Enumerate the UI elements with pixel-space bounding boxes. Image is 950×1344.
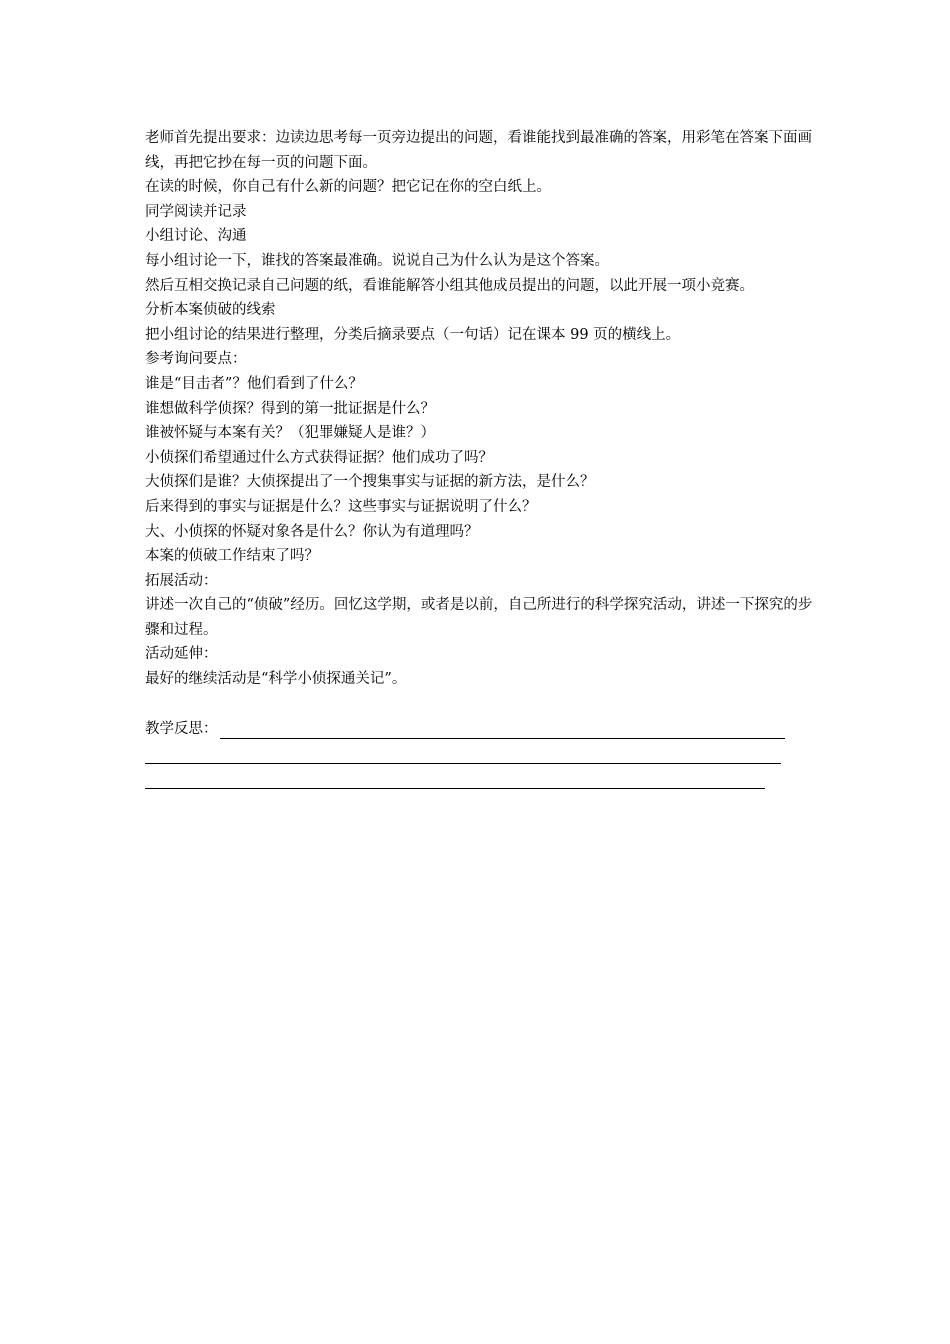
paragraph-new-questions: 在读的时候，你自己有什么新的问题？把它记在你的空白纸上。 [145, 179, 551, 196]
document-body [145, 126, 813, 789]
heading-analyze-clues: 分析本案侦破的线索 [145, 302, 276, 319]
paragraph-group-discussion: 每小组讨论一下，谁找的答案最准确。说说自己为什么认为是这个答案。 [145, 252, 609, 269]
question-item: 大、小侦探的怀疑对象各是什么？你认为有道理吗？ [145, 523, 479, 540]
heading-extension-activity: 拓展活动： [145, 572, 218, 589]
question-item: 大侦探们是谁？大侦探提出了一个搜集事实与证据的新方法，是什么？ [145, 474, 595, 491]
heading-group-discussion: 小组讨论、沟通 [145, 228, 247, 245]
reflection-second-row [145, 739, 785, 764]
question-item: 谁被怀疑与本案有关？（犯罪嫌疑人是谁？） [145, 425, 435, 442]
reflection-first-row [145, 714, 785, 739]
paragraph-organize-results: 把小组讨论的结果进行整理，分类后摘录要点（一句话）记在课本 99 页的横线上。 [145, 326, 681, 343]
question-item: 本案的侦破工作结束了吗？ [145, 548, 319, 565]
question-item: 后来得到的事实与证据是什么？这些事实与证据说明了什么？ [145, 498, 537, 515]
paragraph-extension-activity: 讲述一次自己的“侦破”经历。回忆这学期，或者是以前，自己所进行的科学探究活动，讲述一下探究的步骤和过程。 [145, 597, 813, 638]
reflection-blank-line [145, 745, 781, 764]
reflection-third-row [145, 764, 785, 789]
paragraph-teacher-requirement: 老师首先提出要求：边读边思考每一页旁边提出的问题，看谁能找到最准确的答案，用彩笔在答案下面画线，再把它抄在每一页的问题下面。 [145, 130, 812, 171]
question-item: 谁是“目击者”？他们看到了什么？ [145, 375, 363, 392]
reflection-blank-line [145, 770, 765, 789]
question-item: 谁想做科学侦探？得到的第一批证据是什么？ [145, 400, 435, 417]
heading-read-and-record: 同学阅读并记录 [145, 203, 247, 220]
reflection-label: 教学反思： [145, 720, 218, 737]
question-item: 小侦探们希望通过什么方式获得证据？他们成功了吗？ [145, 449, 493, 466]
heading-activity-follow-up: 活动延伸： [145, 646, 218, 663]
teaching-reflection-section [145, 714, 785, 789]
paragraph-exchange-papers: 然后互相交换记录自己问题的纸，看谁能解答小组其他成员提出的问题，以此开展一项小竞赛。 [145, 277, 754, 294]
paragraph-activity-follow-up: 最好的继续活动是“科学小侦探通关记”。 [145, 671, 407, 688]
reflection-blank-line [220, 720, 786, 739]
heading-reference-points: 参考询问要点： [145, 351, 247, 368]
